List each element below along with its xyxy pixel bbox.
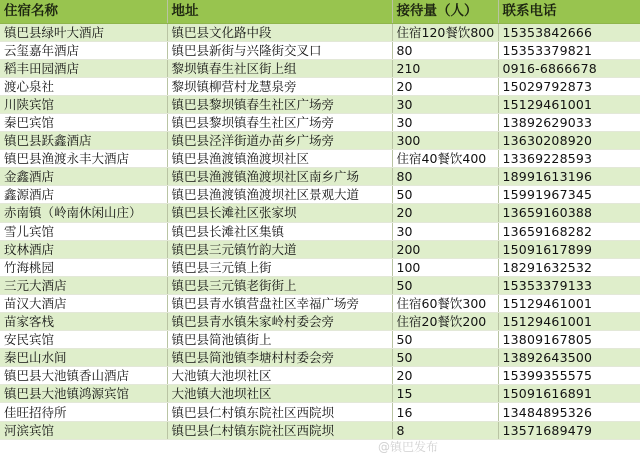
cell-name: 玟林酒店: [0, 240, 167, 258]
cell-address: 镇巴县三元镇老街街上: [167, 276, 392, 294]
cell-name: 秦巴山水间: [0, 349, 167, 367]
cell-phone: 13892629033: [498, 113, 640, 131]
cell-capacity: 20: [392, 204, 498, 222]
cell-address: 大池镇大池坝社区: [167, 367, 392, 385]
table-row: [0, 331, 640, 349]
cell-capacity: 住宿20餐饮200: [392, 313, 498, 331]
cell-address: 黎坝镇春生社区街上组: [167, 59, 392, 77]
cell-phone: 15029792873: [498, 77, 640, 95]
cell-capacity: 80: [392, 168, 498, 186]
header-phone: 联系电话: [498, 0, 640, 23]
cell-capacity: 210: [392, 59, 498, 77]
cell-address: 镇巴县渔渡镇渔渡坝社区南乡广场: [167, 168, 392, 186]
table-row: [0, 77, 640, 95]
cell-phone: 13659168282: [498, 222, 640, 240]
cell-address: 镇巴县简池镇李塘村村委会旁: [167, 349, 392, 367]
cell-phone: 0916-6866678: [498, 59, 640, 77]
table-row: [0, 276, 640, 294]
table-row: [0, 421, 640, 439]
cell-capacity: 50: [392, 276, 498, 294]
cell-address: 镇巴县三元镇竹韵大道: [167, 240, 392, 258]
cell-name: 三元大酒店: [0, 276, 167, 294]
table-row: [0, 204, 640, 222]
cell-capacity: 50: [392, 331, 498, 349]
header-name: 住宿名称: [0, 0, 167, 23]
cell-capacity: 30: [392, 113, 498, 131]
cell-address: 镇巴县长滩社区张家坝: [167, 204, 392, 222]
cell-address: 镇巴县黎坝镇春生社区广场旁: [167, 95, 392, 113]
table-row: [0, 186, 640, 204]
table-body: [0, 23, 640, 439]
cell-name: 安民宾馆: [0, 331, 167, 349]
cell-name: 赤南镇（岭南休闲山庄）: [0, 204, 167, 222]
table-row: [0, 59, 640, 77]
table-row: [0, 23, 640, 41]
table-row: [0, 95, 640, 113]
cell-address: 镇巴县渔渡镇渔渡坝社区: [167, 150, 392, 168]
cell-phone: 18991613196: [498, 168, 640, 186]
table-row: [0, 313, 640, 331]
cell-address: 镇巴县长滩社区集镇: [167, 222, 392, 240]
cell-name: 秦巴宾馆: [0, 113, 167, 131]
cell-phone: 15091616891: [498, 385, 640, 403]
cell-phone: 13369228593: [498, 150, 640, 168]
table-row: [0, 168, 640, 186]
cell-name: 镇巴县大池镇鸿源宾馆: [0, 385, 167, 403]
table-row: [0, 349, 640, 367]
cell-address: 镇巴县三元镇上街: [167, 258, 392, 276]
cell-address: 镇巴县黎坝镇春生社区广场旁: [167, 113, 392, 131]
cell-address: 镇巴县新街与兴隆街交叉口: [167, 41, 392, 59]
cell-capacity: 16: [392, 403, 498, 421]
cell-address: 黎坝镇柳营村龙慧泉旁: [167, 77, 392, 95]
cell-address: 镇巴县简池镇街上: [167, 331, 392, 349]
cell-address: 镇巴县青水镇朱家岭村委会旁: [167, 313, 392, 331]
cell-capacity: 200: [392, 240, 498, 258]
cell-name: 鑫源酒店: [0, 186, 167, 204]
header-capacity: 接待量（人）: [392, 0, 498, 23]
cell-phone: 13809167805: [498, 331, 640, 349]
cell-phone: 15353379133: [498, 276, 640, 294]
cell-capacity: 50: [392, 349, 498, 367]
cell-capacity: 100: [392, 258, 498, 276]
cell-name: 镇巴县大池镇香山酒店: [0, 367, 167, 385]
cell-capacity: 20: [392, 77, 498, 95]
cell-name: 竹海桃园: [0, 258, 167, 276]
cell-name: 雪儿宾馆: [0, 222, 167, 240]
header-row: [0, 0, 640, 23]
cell-phone: 18291632532: [498, 258, 640, 276]
cell-capacity: 住宿60餐饮300: [392, 294, 498, 312]
cell-phone: 15353842666: [498, 23, 640, 41]
cell-name: 渡心泉社: [0, 77, 167, 95]
cell-capacity: 15: [392, 385, 498, 403]
table-row: [0, 150, 640, 168]
cell-name: 川陕宾馆: [0, 95, 167, 113]
table-row: [0, 240, 640, 258]
table-row: [0, 385, 640, 403]
cell-address: 镇巴县仁村镇东院社区西院坝: [167, 403, 392, 421]
cell-name: 河滨宾馆: [0, 421, 167, 439]
cell-name: 镇巴县渔渡永丰大酒店: [0, 150, 167, 168]
cell-address: 镇巴县仁村镇东院社区西院坝: [167, 421, 392, 439]
cell-name: 云玺嘉年酒店: [0, 41, 167, 59]
cell-capacity: 30: [392, 222, 498, 240]
table-row: [0, 367, 640, 385]
cell-name: 金鑫酒店: [0, 168, 167, 186]
table-row: [0, 258, 640, 276]
cell-name: 苗家客栈: [0, 313, 167, 331]
cell-address: 镇巴县文化路中段: [167, 23, 392, 41]
cell-address: 镇巴县渔渡镇渔渡坝社区景观大道: [167, 186, 392, 204]
cell-phone: 13571689479: [498, 421, 640, 439]
cell-address: 镇巴县泾洋街道办苗乡广场旁: [167, 132, 392, 150]
cell-phone: 13892643500: [498, 349, 640, 367]
cell-phone: 15091617899: [498, 240, 640, 258]
cell-capacity: 8: [392, 421, 498, 439]
table-row: [0, 132, 640, 150]
cell-phone: 15129461001: [498, 313, 640, 331]
cell-name: 稻丰田园酒店: [0, 59, 167, 77]
table-row: [0, 403, 640, 421]
cell-name: 镇巴县跃鑫酒店: [0, 132, 167, 150]
cell-name: 佳旺招待所: [0, 403, 167, 421]
cell-address: 镇巴县青水镇营盘社区幸福广场旁: [167, 294, 392, 312]
table-row: [0, 222, 640, 240]
watermark: @镇巴发布: [378, 440, 439, 454]
cell-phone: 15129461001: [498, 294, 640, 312]
table-row: [0, 294, 640, 312]
cell-capacity: 住宿120餐饮800: [392, 23, 498, 41]
cell-phone: 15129461001: [498, 95, 640, 113]
cell-name: 苗汉大酒店: [0, 294, 167, 312]
cell-phone: 15399355575: [498, 367, 640, 385]
table-row: [0, 41, 640, 59]
cell-capacity: 30: [392, 95, 498, 113]
cell-capacity: 住宿40餐饮400: [392, 150, 498, 168]
cell-phone: 13484895326: [498, 403, 640, 421]
table-row: [0, 113, 640, 131]
header-address: 地址: [167, 0, 392, 23]
cell-name: 镇巴县绿叶大酒店: [0, 23, 167, 41]
cell-phone: 15991967345: [498, 186, 640, 204]
cell-capacity: 300: [392, 132, 498, 150]
cell-phone: 15353379821: [498, 41, 640, 59]
cell-capacity: 80: [392, 41, 498, 59]
cell-phone: 13630208920: [498, 132, 640, 150]
cell-capacity: 20: [392, 367, 498, 385]
cell-address: 大池镇大池坝社区: [167, 385, 392, 403]
cell-phone: 13659160388: [498, 204, 640, 222]
cell-capacity: 50: [392, 186, 498, 204]
